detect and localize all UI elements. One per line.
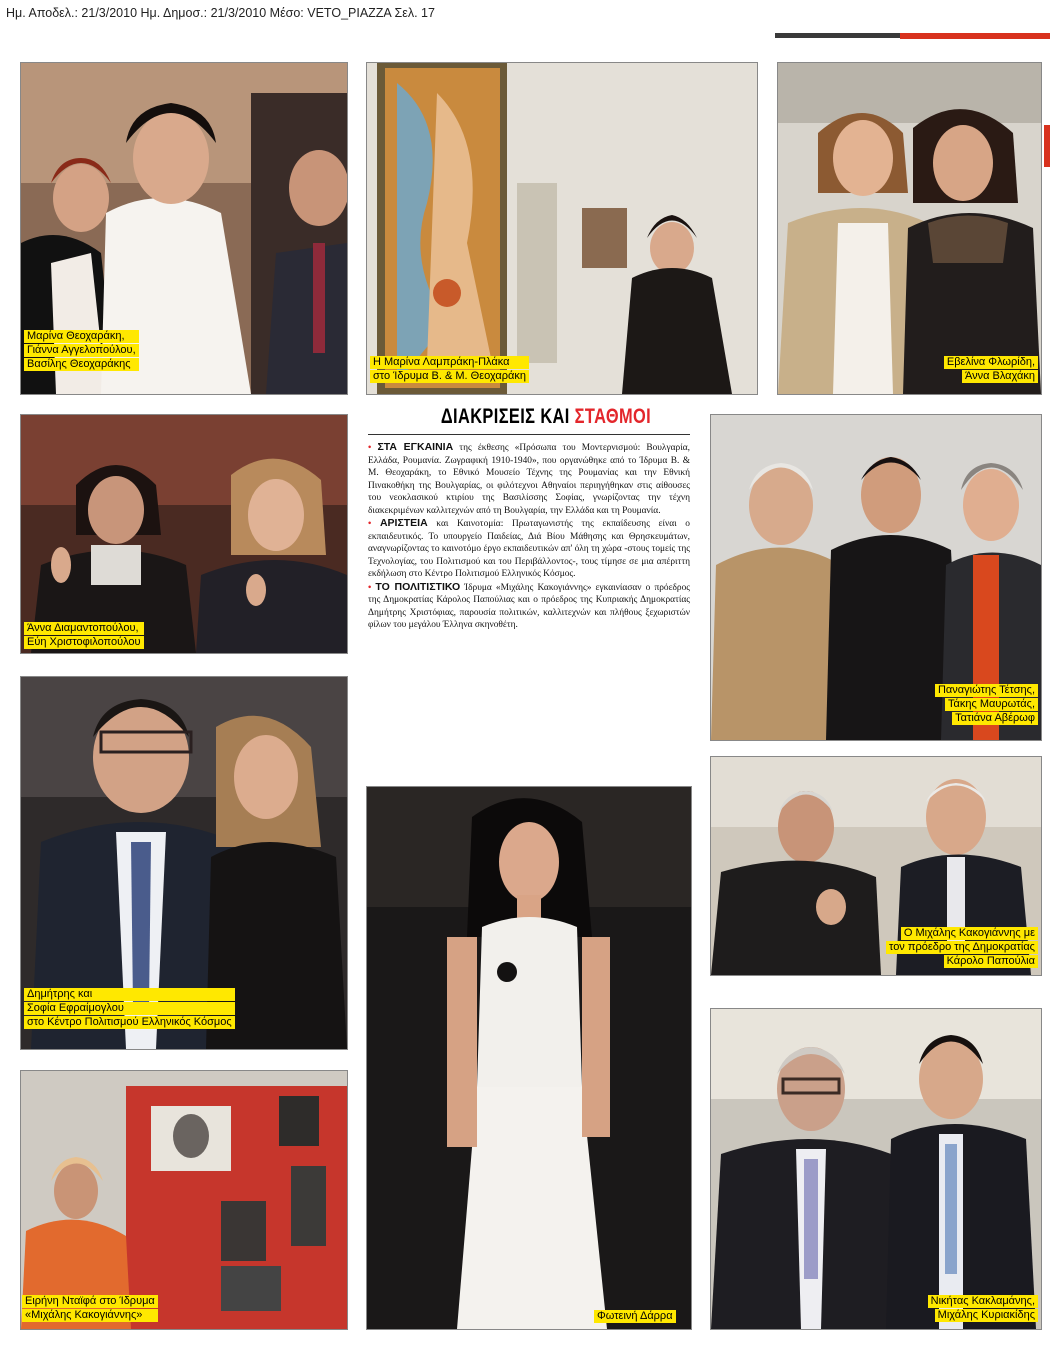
caption-line: «Μιχάλης Κακογιάννης» (22, 1309, 158, 1322)
photo-daifa-kakogiannis-foundation (20, 1070, 348, 1330)
paragraph-lead: ΤΟ ΠΟΛΙΤΙΣΤΙΚΟ (375, 580, 461, 593)
caption-line: Φωτεινή Δάρρα (594, 1310, 676, 1323)
paragraph-lead: ΣΤΑ ΕΓΚΑΙΝΙΑ (377, 441, 454, 453)
caption-line: Βασίλης Θεοχαράκης (24, 358, 139, 371)
caption-line: Μαρίνα Θεοχαράκη, (24, 330, 139, 343)
article-headline (429, 405, 663, 429)
article-paragraph (368, 517, 690, 581)
caption-line: Άννα Διαμαντοπούλου, (24, 622, 144, 635)
caption-line: στο Κέντρο Πολιτισμού Ελληνικός Κόσμος (24, 1016, 235, 1029)
photo-fotini-darra (366, 786, 692, 1330)
caption-line: Σοφία Εφραίμογλου (24, 1002, 235, 1015)
caption-line: Δημήτρης και (24, 988, 235, 1001)
caption-line: Άννα Βλαχάκη (962, 370, 1038, 383)
headline-rule (368, 434, 690, 435)
paragraph-text: και Καινοτομία: Πρωταγωνιστής της εκπαίδευσης είναι ο εκπαιδευτικός. Το υπουργείο Παιδείας, Διά Βίου Μάθησης και Θρησκευμάτων, αναγνωρίζοντας το καινοτόμο έργο εκπαιδευτικών απ' όλη τη χώρα -στους τομείς της Τεχνολογίας, του Πολιτισμού και του Περιβάλλοντος-, τους τίμησε σε μια απέριττη εκδήλωση στο Κέντρο Πολιτισμού Ελληνικός Κόσμος. (368, 519, 690, 579)
caption-line: Μιχάλης Κυριακίδης (935, 1309, 1038, 1322)
caption-line: Ο Μιχάλης Κακογιάννης με (901, 927, 1038, 940)
caption-photo-1 (24, 330, 139, 371)
caption-line: Παναγιώτης Τέτσης, (935, 684, 1038, 697)
paragraph-lead: ΑΡΙΣΤΕΙΑ (379, 517, 428, 529)
caption-photo-2 (370, 356, 529, 383)
caption-line: Ειρήνη Νταϊφά στο Ίδρυμα (22, 1295, 158, 1308)
caption-line: Κάρολο Παπούλια (944, 955, 1038, 968)
headline-black: ΔΙΑΚΡΙΣΕΙΣ ΚΑΙ (440, 405, 570, 428)
photo-kaklamanis-kyriakidis (710, 1008, 1042, 1330)
caption-photo-4 (24, 622, 144, 649)
bullet: • (368, 582, 372, 593)
caption-photo-6 (24, 988, 235, 1029)
paragraph-text: της έκθεσης «Πρόσωπα του Μοντερνισμού: Βουλγαρία, Ελλάδα, Ρουμανία. Ζωγραφική 1910-1940», που οργανώθηκε από το Ίδρυμα Β. & Μ. Θεοχαράκη, το Εθνικό Μουσείο Τέχνης της Ρουμανίας και την Εθνική Πινακοθήκη της Βουλγαρίας, οι φιλότεχνοι Αθηναίοι περιηγήθηκαν στις αίθουσες του νεοκλασικού κτιρίου της Βασιλίσσης Σοφίας, γνωρίζοντας την τέχνη διακεκριμένων καλλιτεχνών από τη Βουλγαρία, την Ελλάδα και τη Ρουμανία. (368, 443, 690, 516)
caption-photo-5 (840, 684, 1038, 725)
caption-line: Η Μαρίνα Λαμπράκη-Πλάκα (370, 356, 529, 369)
caption-line: στο Ίδρυμα Β. & Μ. Θεοχαράκη (370, 370, 529, 383)
caption-line: Γιάννα Αγγελοπούλου, (24, 344, 139, 357)
photo-lamprakis-plaka (366, 62, 758, 395)
caption-photo-10 (880, 1295, 1038, 1322)
photo-floridi-vlachaki (777, 62, 1042, 395)
article-paragraph (368, 581, 690, 632)
caption-photo-8 (594, 1310, 676, 1323)
caption-photo-9 (22, 1295, 158, 1322)
clipping-meta-line: Ημ. Αποδελ.: 21/3/2010 Ημ. Δημοσ.: 21/3/2010 Μέσο: VETO_PIAZZA Σελ. 17 (6, 6, 435, 20)
caption-line: τον πρόεδρο της Δημοκρατίας (886, 941, 1038, 954)
article-body (368, 441, 690, 632)
top-rule-dark (775, 33, 900, 38)
photo-diamantopoulou-christofilopoulou (20, 414, 348, 654)
top-rule-red (900, 33, 1050, 39)
bullet: • (368, 519, 372, 529)
caption-line: Εύη Χριστοφιλοπούλου (24, 636, 144, 649)
caption-photo-7 (860, 927, 1038, 968)
caption-line: Τάκης Μαυρωτάς, (945, 698, 1038, 711)
paragraph-text: Ίδρυμα «Μιχάλης Κακογιάννης» εγκαινίασαν ο πρόεδρος της Δημοκρατίας Κάρολος Παπούλιας και ο πρόεδρος της Κυπριακής Δημοκρατίας Δημήτρης Χριστόφιας, παρουσία πολιτικών, καλλιτεχνών και πλήθους ξεχωριστών φίλων του μεγάλου Έλληνα σκηνοθέτη. (368, 582, 690, 630)
bullet: • (368, 443, 372, 453)
headline-red: ΣΤΑΘΜΟΙ (574, 405, 652, 428)
caption-line: Εβελίνα Φλωρίδη, (944, 356, 1038, 369)
caption-line: Νικήτας Κακλαμάνης, (928, 1295, 1038, 1308)
edge-red-mark (1044, 125, 1050, 167)
article-paragraph (368, 441, 690, 517)
caption-line: Τατιάνα Αβέρωφ (952, 712, 1038, 725)
caption-photo-3 (892, 356, 1038, 383)
